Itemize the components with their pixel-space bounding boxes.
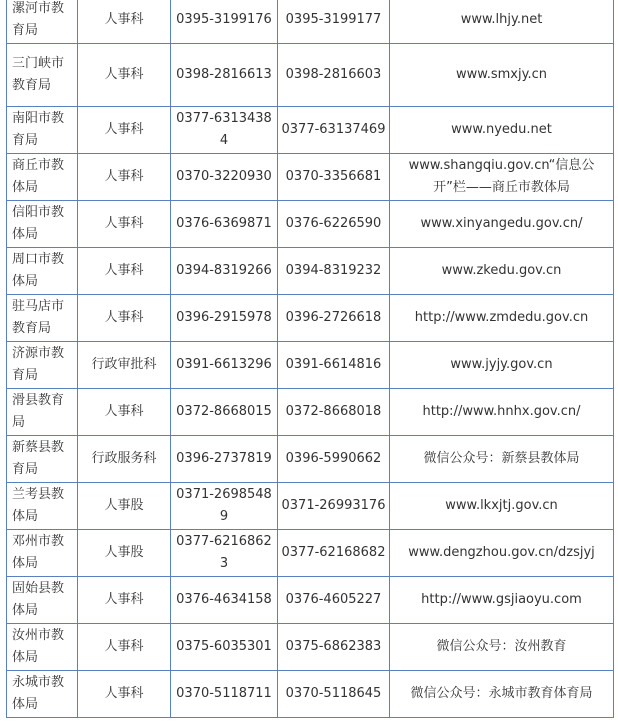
website: www.zkedu.gov.cn (390, 248, 614, 295)
bureau-name: 汝州市教体局 (7, 624, 78, 671)
contact-table (6, 0, 614, 718)
fax-number: 0370-3356681 (278, 154, 390, 201)
phone-number: 0377-62168623 (171, 530, 278, 577)
phone-number: 0370-3220930 (171, 154, 278, 201)
bureau-name: 新蔡县教育局 (7, 436, 78, 483)
website: http://www.hnhx.gov.cn/ (390, 389, 614, 436)
website: www.xinyangedu.gov.cn/ (390, 201, 614, 248)
bureau-name: 邓州市教体局 (7, 530, 78, 577)
department: 人事科 (78, 389, 171, 436)
table-row (7, 342, 614, 389)
department: 人事科 (78, 201, 171, 248)
department: 人事股 (78, 530, 171, 577)
bureau-name: 固始县教体局 (7, 577, 78, 624)
phone-number: 0372-8668015 (171, 389, 278, 436)
website: http://www.zmdedu.gov.cn (390, 295, 614, 342)
website: www.lkxjtj.gov.cn (390, 483, 614, 530)
bureau-name: 兰考县教体局 (7, 483, 78, 530)
fax-number: 0396-5990662 (278, 436, 390, 483)
fax-number: 0394-8319232 (278, 248, 390, 295)
table-row (7, 577, 614, 624)
website: 微信公众号：汝州教育 (390, 624, 614, 671)
fax-number: 0377-62168682 (278, 530, 390, 577)
table-row (7, 624, 614, 671)
fax-number: 0377-63137469 (278, 107, 390, 154)
bureau-name: 周口市教体局 (7, 248, 78, 295)
website: 微信公众号：新蔡县教体局 (390, 436, 614, 483)
website: www.nyedu.net (390, 107, 614, 154)
website: www.jyjy.gov.cn (390, 342, 614, 389)
bureau-name: 商丘市教体局 (7, 154, 78, 201)
table-row (7, 201, 614, 248)
table-row (7, 530, 614, 577)
phone-number: 0396-2737819 (171, 436, 278, 483)
department: 人事科 (78, 248, 171, 295)
fax-number: 0396-2726618 (278, 295, 390, 342)
fax-number: 0376-4605227 (278, 577, 390, 624)
table-row (7, 0, 614, 44)
bureau-name: 滑县教育局 (7, 389, 78, 436)
phone-number: 0395-3199176 (171, 0, 278, 44)
website: www.shangqiu.gov.cn“信息公开”栏——商丘市教体局 (390, 154, 614, 201)
phone-number: 0376-6369871 (171, 201, 278, 248)
bureau-name: 漯河市教育局 (7, 0, 78, 44)
phone-number: 0370-5118711 (171, 671, 278, 718)
phone-number: 0396-2915978 (171, 295, 278, 342)
fax-number: 0398-2816603 (278, 44, 390, 107)
department: 人事科 (78, 671, 171, 718)
phone-number: 0377-63134384 (171, 107, 278, 154)
bureau-name: 信阳市教体局 (7, 201, 78, 248)
phone-number: 0391-6613296 (171, 342, 278, 389)
department: 人事科 (78, 0, 171, 44)
website: www.lhjy.net (390, 0, 614, 44)
phone-number: 0398-2816613 (171, 44, 278, 107)
website: http://www.gsjiaoyu.com (390, 577, 614, 624)
fax-number: 0391-6614816 (278, 342, 390, 389)
bureau-name: 永城市教体局 (7, 671, 78, 718)
table-row (7, 389, 614, 436)
department: 人事科 (78, 107, 171, 154)
bureau-name: 驻马店市教育局 (7, 295, 78, 342)
department: 行政审批科 (78, 342, 171, 389)
website: 微信公众号：永城市教育体育局 (390, 671, 614, 718)
table-row (7, 436, 614, 483)
fax-number: 0371-26993176 (278, 483, 390, 530)
phone-number: 0394-8319266 (171, 248, 278, 295)
department: 行政服务科 (78, 436, 171, 483)
phone-number: 0371-26985489 (171, 483, 278, 530)
fax-number: 0370-5118645 (278, 671, 390, 718)
department: 人事科 (78, 624, 171, 671)
phone-number: 0376-4634158 (171, 577, 278, 624)
table-row (7, 44, 614, 107)
bureau-name: 南阳市教育局 (7, 107, 78, 154)
table-row (7, 248, 614, 295)
department: 人事科 (78, 577, 171, 624)
table-row (7, 107, 614, 154)
department: 人事股 (78, 483, 171, 530)
fax-number: 0375-6862383 (278, 624, 390, 671)
website: www.smxjy.cn (390, 44, 614, 107)
table-row (7, 295, 614, 342)
phone-number: 0375-6035301 (171, 624, 278, 671)
website: www.dengzhou.gov.cn/dzsjyj (390, 530, 614, 577)
department: 人事科 (78, 295, 171, 342)
fax-number: 0372-8668018 (278, 389, 390, 436)
department: 人事科 (78, 154, 171, 201)
table-row (7, 483, 614, 530)
department: 人事科 (78, 44, 171, 107)
table-body (7, 0, 614, 718)
bureau-name: 三门峡市教育局 (7, 44, 78, 107)
table-row (7, 671, 614, 718)
fax-number: 0395-3199177 (278, 0, 390, 44)
table-row (7, 154, 614, 201)
fax-number: 0376-6226590 (278, 201, 390, 248)
bureau-name: 济源市教育局 (7, 342, 78, 389)
